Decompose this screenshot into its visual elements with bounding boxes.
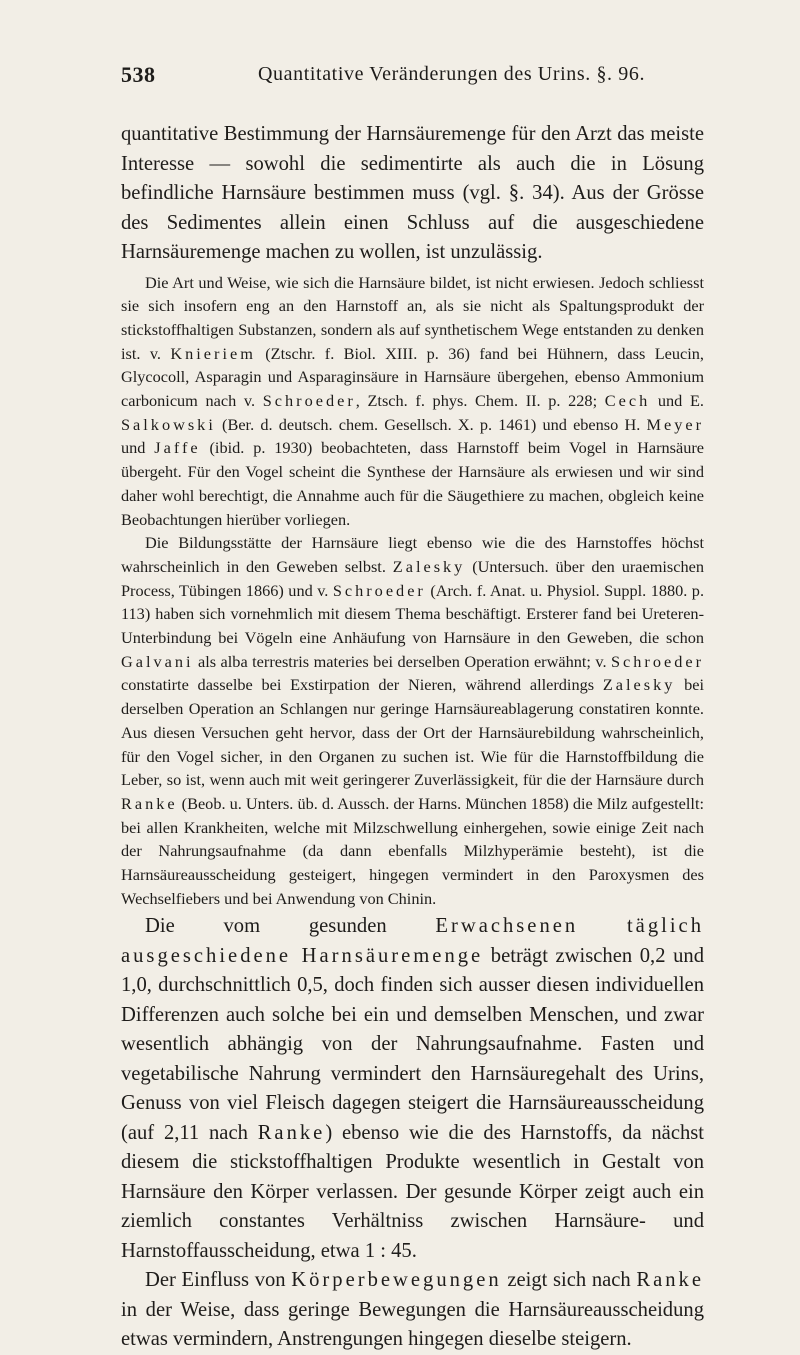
emphasis-term: täglich ausgeschiedene Harnsäuremenge xyxy=(121,915,704,967)
note-text: (Ber. d. deutsch. chem. Gesellsch. X. p. 1461) und ebenso H. xyxy=(215,414,647,434)
paragraph-body-movement xyxy=(121,1266,704,1355)
note-text: und E. xyxy=(650,391,704,411)
author-name: Salkowski xyxy=(121,414,216,434)
note-text: bei derselben Operation an Schlangen nur geringe Harnsäureablagerung constatiren konnte. Aus diesen Versuchen geht hervor, dass der Ort der Harnsäurebildung wahrscheinlich, für den Vogel sicher, in den Organen zu suchen ist. Wie für die Harnstoffbildung die Leber, so ist, wenn auch mit weit geringerer Zuverlässigkeit, für die der Harnsäure durch xyxy=(121,675,704,790)
body-text: ) ebenso wie die des Harnstoffs, da nächst diesem die stickstoffhaltigen Produkte wesentlich in Gestalt von Harnsäure den Körper verlassen. Der gesunde Körper zeigt auch ein ziemlich constantes Verhältniss zwischen Harnsäure- und Harnstoffausscheidung, etwa 1 : 45. xyxy=(121,1121,705,1262)
author-name: Ranke xyxy=(121,793,178,813)
note-text: (Untersuch. über den uraemischen Process, Tübingen 1866) und v. xyxy=(121,556,704,600)
note-text: constatirte dasselbe bei Exstirpation der Nieren, während allerdings xyxy=(121,675,603,695)
body-text: in der Weise, dass geringe Bewegungen die Harnsäureausscheidung etwas vermindern, Anstrengungen hingegen dieselbe steigern. xyxy=(121,1298,704,1351)
note-text: Die Bildungsstätte der Harnsäure liegt ebenso wie die des Harnstoffes höchst wahrscheinlich in den Geweben selbst. xyxy=(121,533,704,576)
page-body xyxy=(121,120,704,1355)
footnote-paragraph-synthesis xyxy=(121,271,704,532)
body-text: Der Einfluss von xyxy=(145,1269,292,1292)
emphasis-term: Körperbewegungen xyxy=(291,1269,502,1292)
author-name: Schroeder xyxy=(262,391,356,411)
paragraph-continued: quantitative Bestimmung der Harnsäuremenge für den Arzt das meiste Interesse — sowohl die sedimentirte als auch die in Lösung befindliche Harnsäure bestimmen muss (vgl. §. 34). Aus der Grösse des Sedimentes allein einen Schluss auf die ausgeschiedene Harnsäuremenge machen zu wollen, ist unzulässig. xyxy=(121,123,704,263)
running-title: Quantitative Veränderungen des Urins. §. 96. xyxy=(258,63,646,85)
author-name: Schroeder xyxy=(332,580,426,600)
page-header xyxy=(121,62,700,92)
author-name: Galvani xyxy=(121,651,194,671)
emphasis-term: Erwachsenen xyxy=(435,915,579,938)
author-name: Knieriem xyxy=(170,343,256,363)
paragraph-daily-amount xyxy=(121,912,704,1266)
author-name: Ranke xyxy=(257,1121,326,1144)
page-number: 538 xyxy=(121,62,156,87)
note-text: (Arch. f. Anat. u. Physiol. Suppl. 1880. p. 113) haben sich vornehmlich mit diesem Thema beschäftigt. Ersterer fand bei Ureteren-Unterbindung bei Vögeln eine Anhäufung von Harnsäure in den Geweben, die schon xyxy=(121,580,705,648)
footnote-paragraph-formation-site xyxy=(121,531,704,910)
body-text: zeigt sich nach xyxy=(501,1269,637,1292)
note-text: (ibid. p. 1930) beobachteten, dass Harnstoff beim Vogel in Harnsäure übergeht. Für den Vogel scheint die Synthese der Harnsäure als erwiesen und wir sind daher wohl berechtigt, die Annahme auch für die Säugethiere zu machen, obgleich keine Beobachtungen hierüber vorliegen. xyxy=(121,438,704,529)
body-text: Die vom gesunden xyxy=(145,915,436,938)
note-text: , Ztsch. f. phys. Chem. II. p. 228; xyxy=(355,391,605,411)
author-name: Ranke xyxy=(636,1269,704,1292)
note-text: (Ztschr. f. Biol. XIII. p. 36) fand bei Hühnern, dass Leucin, Glycocoll, Asparagin und Asparaginsäure in Harnsäure übergehen, ebenso Ammonium carbonicum nach v. xyxy=(121,343,705,411)
author-name: Jaffe xyxy=(154,438,201,458)
body-text: beträgt zwischen 0,2 und 1,0, durchschnittlich 0,5, doch finden sich ausser diesen individuellen Differenzen auch solche bei ein und demselben Menschen, und zwar wesentlich abhängig von der Nahrungsaufnahme. Fasten und vegetabilische Nahrung vermindert den Harnsäuregehalt des Urins, Genuss von viel Fleisch dagegen steigert die Harnsäureausscheidung (auf 2,11 nach xyxy=(121,944,704,1144)
note-text: als alba terrestris materies bei derselben Operation erwähnt; v. xyxy=(193,651,611,671)
body-text xyxy=(578,915,627,937)
author-name: Zalesky xyxy=(602,675,676,695)
author-name: Meyer xyxy=(646,414,704,434)
note-text: Die Art und Weise, wie sich die Harnsäure bildet, ist nicht erwiesen. Jedoch schliesst sie sich insofern eng an den Harnstoff an, als sie nicht als Spaltungsprodukt der stickstoffhaltigen Substanzen, sondern als auf synthetischem Wege entstanden zu denken ist. v. xyxy=(121,272,704,363)
author-name: Zalesky xyxy=(392,556,466,576)
note-text: (Beob. u. Unters. üb. d. Aussch. der Harns. München 1858) die Milz aufgestellt: bei allen Krankheiten, welche mit Milzschwellung einhergehen, sowie einige Zeit nach der Nahrungsaufnahme (da dann ebenfalls Milzhyperämie besteht), ist die Harnsäureausscheidung gesteigert, hingegen vermindert in den Paroxysmen des Wechselfiebers und bei Anwendung von Chinin. xyxy=(121,793,704,908)
author-name: Cech xyxy=(604,391,651,411)
author-name: Schroeder xyxy=(611,651,704,671)
note-text: und xyxy=(121,438,155,458)
